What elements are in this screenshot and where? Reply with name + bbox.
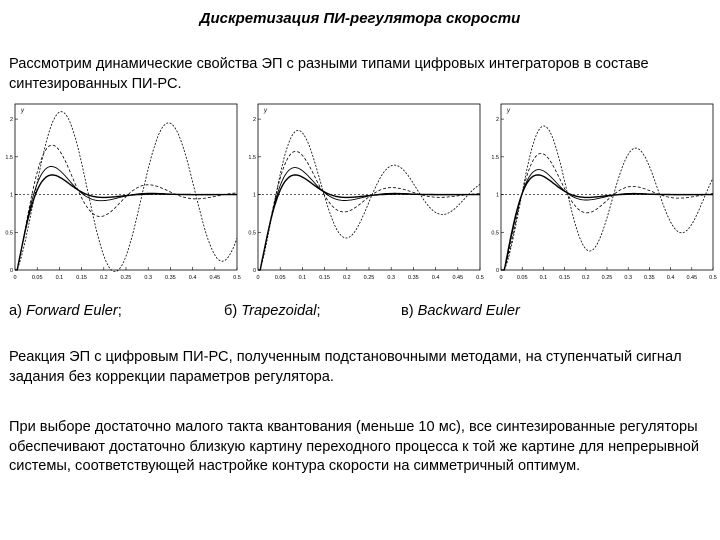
reaction-paragraph: Реакция ЭП с цифровым ПИ-РС, полученным подстановочными методами, на ступенчатый сигнал задания без коррекции параметров регулятора. [9,349,682,385]
caption-b [224,303,321,319]
caption-a-method: Forward Euler [26,303,118,319]
plot-b-xtick-label: 0.15 [319,275,330,281]
caption-c-prefix: в) [401,303,418,319]
plot-b-xtick-label: 0.45 [452,275,464,281]
plot-c-xtick-label: 0.3 [624,275,633,281]
plot-b-xtick-label: 0.3 [387,275,396,281]
plot-b-xtick-label: 0 [256,275,260,281]
plot-a-ytick-label: 0 [9,268,13,274]
plot-a-ytick-label: 1 [9,192,13,199]
plot-c-xtick-label: 0.2 [581,275,590,281]
plot-c-ytick-label: 0.5 [491,230,499,237]
plot-a-xtick-label: 0.05 [31,275,43,281]
plot-c-ytick-label: 0 [495,268,499,274]
plot-c-xtick-label: 0.45 [686,275,698,281]
caption-a [9,303,122,319]
plot-b-xtick-label: 0.05 [274,275,286,281]
caption-c [401,303,520,319]
plot-b-ytick-label: 1.5 [248,154,256,161]
plot-b-ytick-label: 0 [252,268,256,274]
plot-b-ylabel: y [264,108,267,114]
plot-c-xtick-label: 0.05 [516,275,528,281]
plot-a-frame [15,104,237,270]
plot-a-xtick-label: 0 [13,275,17,281]
plot-captions [9,303,709,323]
plot-a-response-curve [15,167,237,271]
plot-c-xtick-label: 0.35 [644,275,655,281]
plot-a-xtick-label: 0.5 [233,275,241,281]
plot-a-xtick-label: 0.35 [165,275,176,281]
plot-trapezoidal [245,98,485,298]
plot-c-response-curve [501,170,713,270]
plot-c-xtick-label: 0.5 [709,275,717,281]
intro-paragraph: Рассмотрим динамические свойства ЭП с разными типами цифровых интеграторов в составе синтезированных ПИ-РС. [9,56,649,92]
plot-c-xtick-label: 0.15 [559,275,570,281]
plot-c-ytick-label: 1 [495,192,499,199]
plot-a-xtick-label: 0.2 [99,275,108,281]
plot-c-xtick-label: 0.4 [666,275,675,281]
plot-c-response-curve [501,153,713,270]
plot-c-ytick-label: 2 [495,117,499,124]
plot-a-response-curve [15,145,237,270]
plot-a-ytick-label: 0.5 [5,230,13,237]
plot-a-xtick-label: 0.15 [76,275,87,281]
plot-c-xtick-label: 0.1 [539,275,548,281]
plot-b-xtick-label: 0.25 [363,275,375,281]
plot-a-ytick-label: 1.5 [5,154,13,161]
slide-title: Дискретизация ПИ-регулятора скорости [199,10,521,27]
plot-b-response-curve [258,151,480,270]
plot-a-xtick-label: 0.25 [120,275,132,281]
plot-b-response-curve [258,168,480,270]
plot-b-xtick-label: 0.4 [431,275,440,281]
plot-b-xtick-label: 0.35 [408,275,419,281]
plot-c-ylabel: y [507,108,510,114]
plot-c-xtick-label: 0 [499,275,503,281]
caption-b-method: Trapezoidal [241,303,317,319]
plot-b-response-curve [258,130,480,270]
plot-b-response-curve [258,175,480,270]
plot-b-frame [258,104,480,270]
plot-b-xtick-label: 0.5 [476,275,484,281]
caption-a-prefix: а) [9,303,27,319]
caption-b-prefix: б) [224,303,242,319]
plot-a-response-curve [15,112,237,272]
plot-a-xtick-label: 0.1 [55,275,64,281]
plot-a-ytick-label: 2 [9,117,13,124]
plot-a-xtick-label: 0.45 [209,275,221,281]
plot-b-xtick-label: 0.2 [342,275,351,281]
plot-c-frame [501,104,713,270]
plot-c-ytick-label: 1.5 [491,154,499,161]
plot-forward-euler [2,98,242,298]
plot-c-response-curve [501,175,713,270]
plot-b-ytick-label: 1 [252,192,256,199]
plot-a-xtick-label: 0.3 [144,275,153,281]
plot-a-xtick-label: 0.4 [188,275,197,281]
conclusion-paragraph: При выборе достаточно малого такта квантования (меньше 10 мс), все синтезированные регуляторы обеспечивают достаточно близкую картину переходного процесса к той же картине для непрерывной системы, соответствующей настройке контура скорости на симметричный оптимум. [9,419,700,474]
plot-b-ytick-label: 2 [252,117,256,124]
plot-b-xtick-label: 0.1 [298,275,307,281]
caption-b-suffix: ; [316,303,321,319]
plot-b-ytick-label: 0.5 [248,230,256,237]
caption-c-method: Backward Euler [417,303,520,319]
plot-backward-euler [488,98,718,298]
plot-a-ylabel: y [21,108,24,114]
caption-a-suffix: ; [117,303,122,319]
plot-c-xtick-label: 0.25 [601,275,613,281]
